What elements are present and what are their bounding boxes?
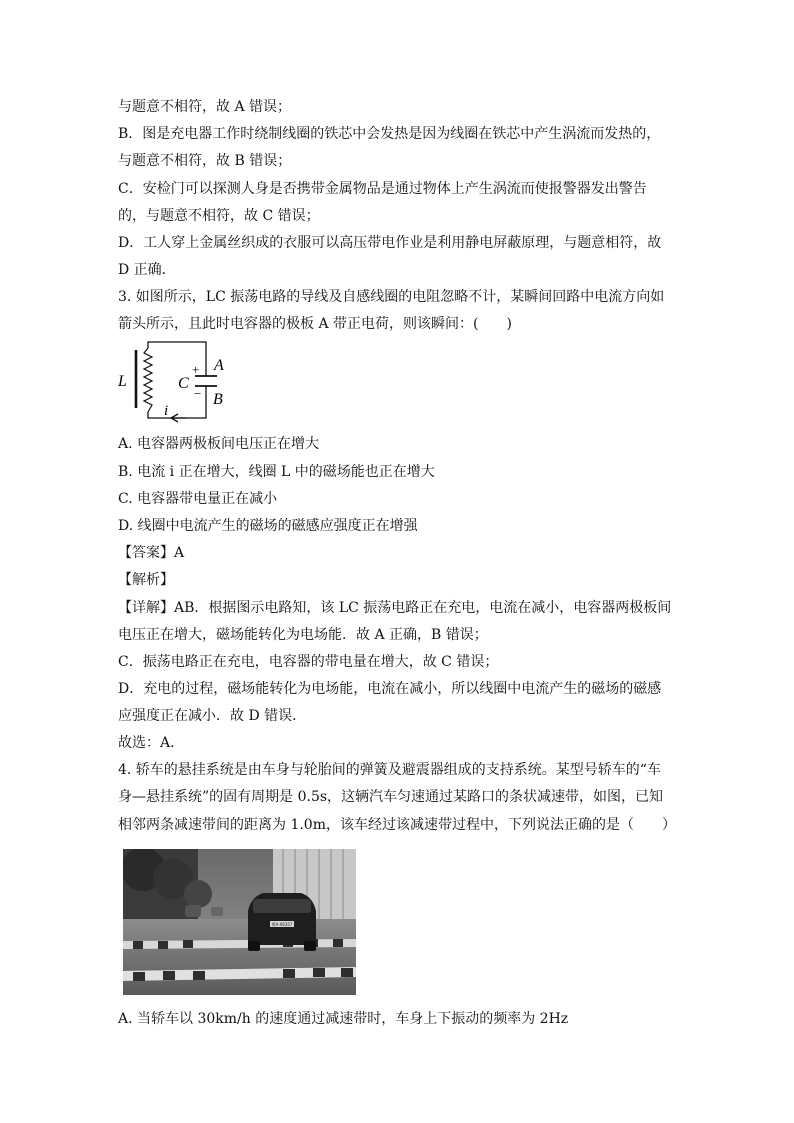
inductor-label: L: [118, 373, 127, 390]
plate-a-sign: +: [192, 362, 200, 377]
license-plate: 粤A·X6357: [271, 922, 293, 927]
question-4-option-a: A. 当轿车以 30km/h 的速度通过减速带时，车身上下振动的频率为 2Hz: [118, 1011, 569, 1027]
text-line: 与题意不相符，故 B 错误；: [118, 153, 292, 169]
text-line: 应强度正在减小．故 D 错误．: [118, 708, 307, 724]
text-line: 故选：A.: [118, 735, 175, 751]
current-label: i: [164, 403, 169, 419]
question-3-stem: 3. 如图所示，LC 振荡电路的导线及自感线圈的电阻忽略不计，某瞬间回路中电流方向如: [118, 289, 665, 305]
question-4-stem: 身—悬挂系统”的固有周期是 0.5s，这辆汽车匀速通过某路口的条状减速带，如图，已知: [118, 789, 664, 805]
plate-b-label: B: [213, 391, 223, 408]
inductor-coil: [144, 348, 152, 412]
option-b: B. 电流 i 正在增大，线圈 L 中的磁场能也正在增大: [118, 464, 435, 480]
text-line: D．工人穿上金属丝织成的衣服可以高压带电作业是利用静电屏蔽原理，与题意相符，故: [118, 235, 662, 251]
plate-a-label: A: [214, 357, 224, 374]
capacitor-label: C: [178, 375, 189, 392]
text-line: 【详解】AB．根据图示电路知，该 LC 振荡电路正在充电，电流在减小，电容器两极板间: [118, 600, 672, 616]
plate-b-sign: −: [194, 386, 202, 401]
car-speed-bump-photo: [123, 849, 356, 995]
answer-line: 【答案】A: [118, 545, 185, 561]
text-line: 的，与题意不相符，故 C 错误；: [118, 208, 320, 224]
text-line: C．安检门可以探测人身是否携带金属物品是通过物体上产生涡流而使报警器发出警告: [118, 181, 647, 197]
analysis-heading: 【解析】: [118, 572, 174, 588]
text-line: 与题意不相符，故 A 错误；: [118, 99, 292, 115]
question-4-stem: 相邻两条减速带间的距离为 1.0m，该车经过该减速带过程中，下列说法正确的是（ ）: [118, 817, 676, 833]
question-3-stem: 箭头所示，且此时电容器的极板 A 带正电荷，则该瞬间：( ): [118, 316, 512, 332]
text-line: B．图是充电器工作时绕制线圈的铁芯中会发热是因为线圈在铁芯中产生涡流而发热的，: [118, 126, 661, 142]
lc-circuit-diagram: [116, 340, 236, 426]
text-line: D．充电的过程，磁场能转化为电场能，电流在减小，所以线圈中电流产生的磁场的磁感: [118, 681, 662, 697]
question-4-stem: 4. 轿车的悬挂系统是由车身与轮胎间的弹簧及避震器组成的支持系统。某型号轿车的“车: [118, 762, 661, 778]
text-line: D 正确．: [118, 262, 176, 278]
text-line: C．振荡电路正在充电，电容器的带电量在增大，故 C 错误；: [118, 654, 499, 670]
text-line: 电压正在增大，磁场能转化为电场能．故 A 正确，B 错误；: [118, 627, 488, 643]
option-c: C. 电容器带电量正在减小: [118, 491, 278, 507]
option-a: A. 电容器两极板间电压正在增大: [118, 436, 320, 452]
option-d: D. 线圈中电流产生的磁场的磁感应强度正在增强: [118, 518, 418, 534]
